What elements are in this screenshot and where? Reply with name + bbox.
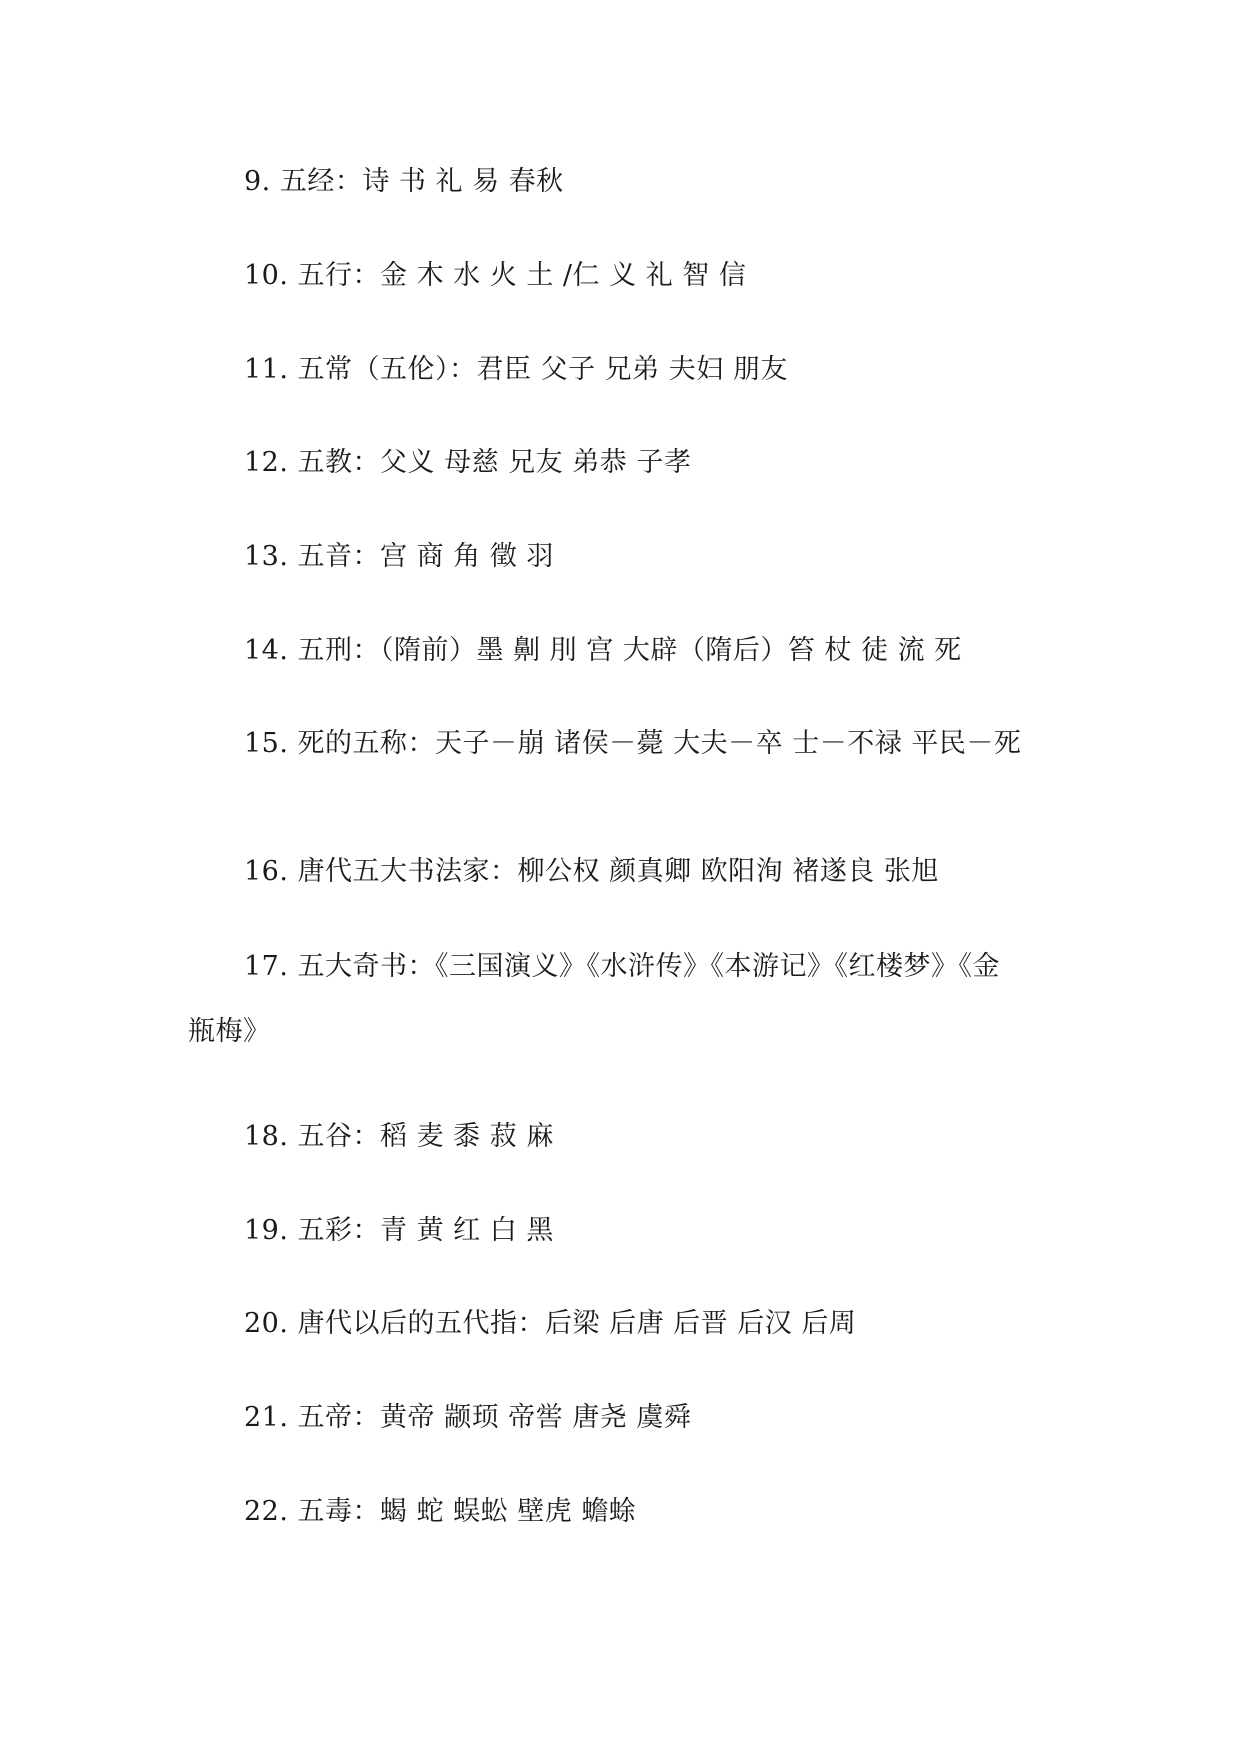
list-item-10: 10. 五行：金 木 水 火 土 /仁 义 礼 智 信 [244,260,747,291]
list-item-15: 15. 死的五称：天子－崩 诸侯－薨 大夫－卒 士－不禄 平民－死 [244,728,1022,759]
list-item-17-continued: 瓶梅》 [188,1016,271,1047]
list-item-13: 13. 五音：宫 商 角 徵 羽 [244,541,554,572]
list-item-9: 9. 五经：诗 书 礼 易 春秋 [244,166,564,197]
list-item-19: 19. 五彩：青 黄 红 白 黑 [244,1215,554,1246]
list-item-11: 11. 五常（五伦）：君臣 父子 兄弟 夫妇 朋友 [244,354,788,385]
list-item-20: 20. 唐代以后的五代指：后梁 后唐 后晋 后汉 后周 [244,1308,857,1339]
list-item-14: 14. 五刑：（隋前）墨 劓 刖 宫 大辟（隋后）笞 杖 徒 流 死 [244,635,962,666]
list-item-22: 22. 五毒：蝎 蛇 蜈蚣 壁虎 蟾蜍 [244,1496,637,1527]
list-item-12: 12. 五教：父义 母慈 兄友 弟恭 子孝 [244,447,692,478]
list-item-16: 16. 唐代五大书法家：柳公权 颜真卿 欧阳洵 褚遂良 张旭 [244,856,939,887]
list-item-18: 18. 五谷：稻 麦 黍 菽 麻 [244,1121,554,1152]
list-item-17: 17. 五大奇书：《三国演义》《水浒传》《本游记》《红楼梦》《金 [244,951,1001,982]
list-item-21: 21. 五帝：黄帝 颛顼 帝喾 唐尧 虞舜 [244,1402,692,1433]
